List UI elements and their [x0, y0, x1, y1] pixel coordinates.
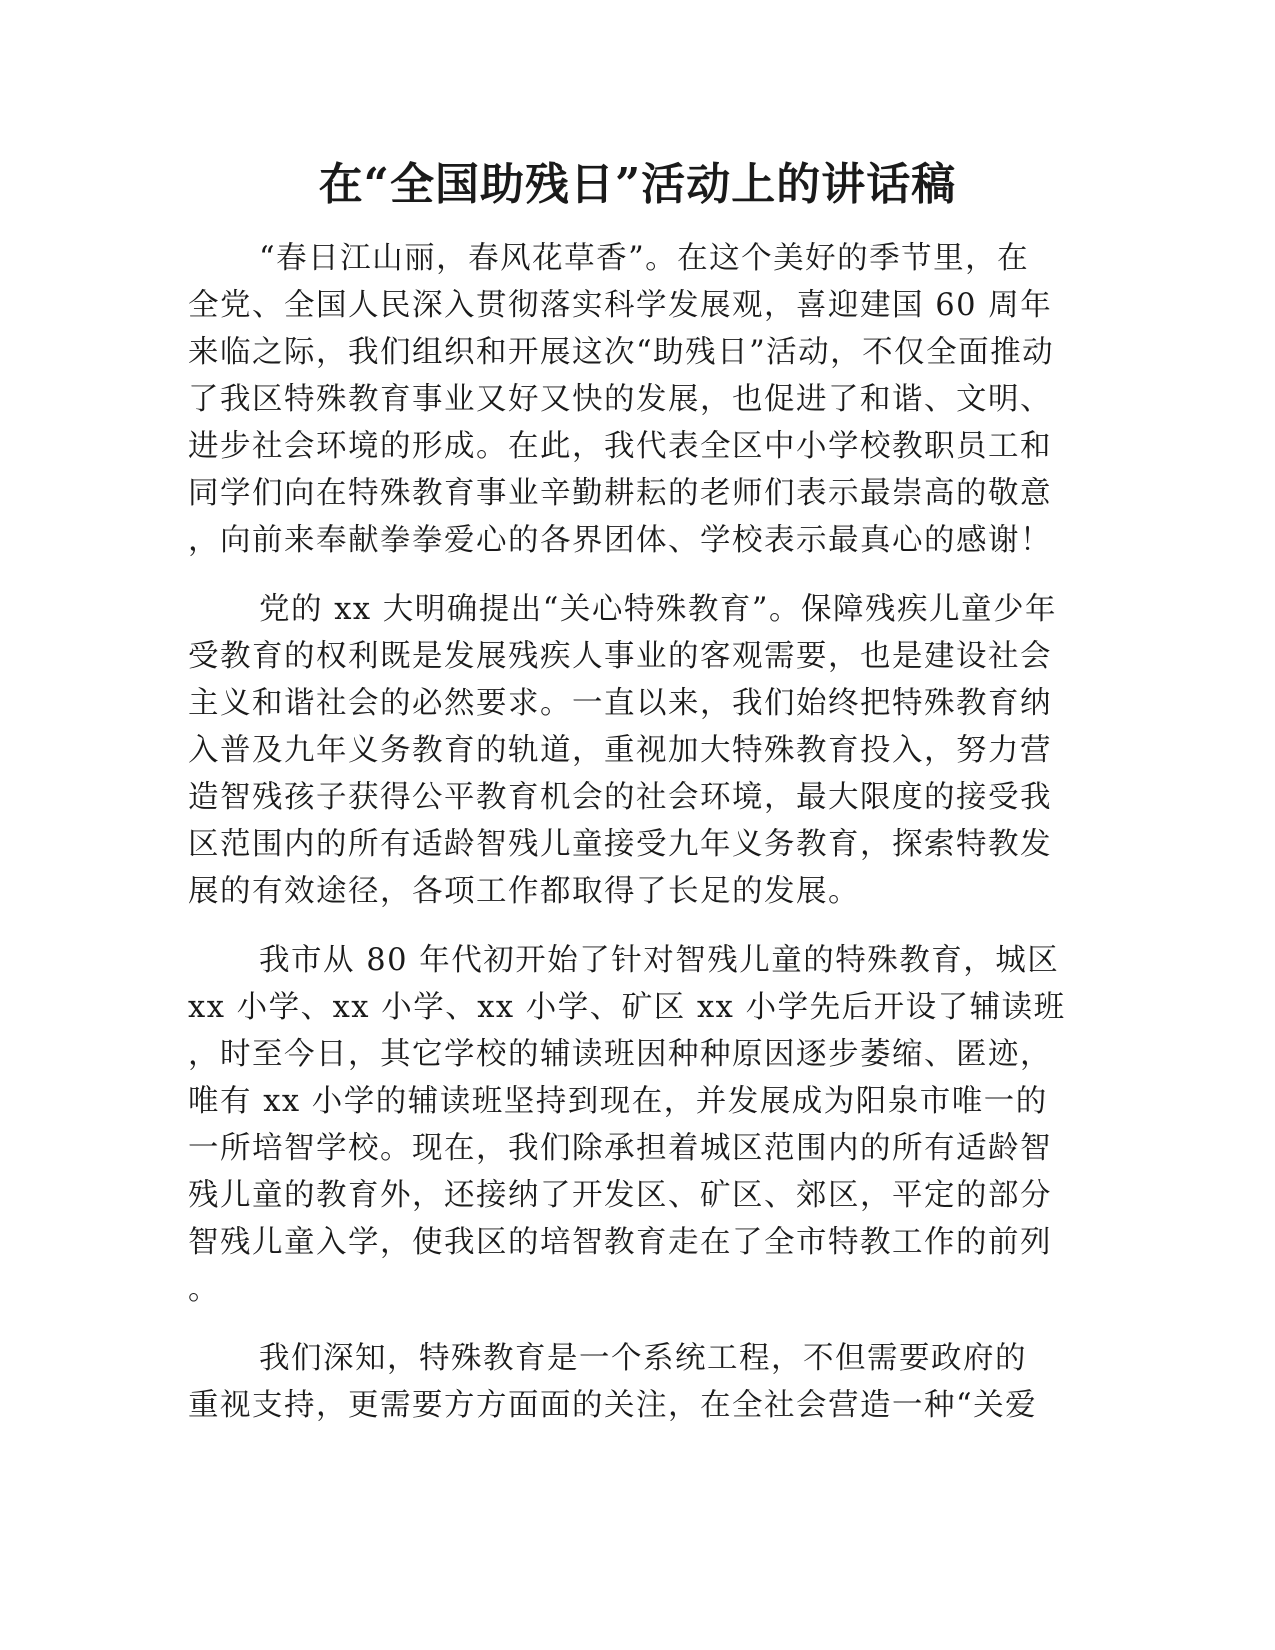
paragraph-line: 智残儿童入学，使我区的培智教育走在了全市特教工作的前列: [188, 1225, 1052, 1260]
paragraph-line: 。: [188, 1272, 220, 1307]
paragraph-line: 我们深知，特殊教育是一个系统工程，不但需要政府的: [259, 1341, 1027, 1376]
paragraph-line: 重视支持，更需要方方面面的关注，在全社会营造一种“关爱: [188, 1388, 1038, 1423]
paragraph-line: 区范围内的所有适龄智残儿童接受九年义务教育，探索特教发: [188, 827, 1052, 862]
paragraph-line: 了我区特殊教育事业又好又快的发展，也促进了和谐、文明、: [188, 382, 1052, 417]
paragraph-line: 入普及九年义务教育的轨道，重视加大特殊教育投入，努力营: [188, 733, 1052, 768]
paragraph-line: 展的有效途径，各项工作都取得了长足的发展。: [188, 874, 860, 909]
paragraph-line: 党的 xx 大明确提出“关心特殊教育”。保障残疾儿童少年: [259, 592, 1057, 627]
paragraph-line: 造智残孩子获得公平教育机会的社会环境，最大限度的接受我: [188, 780, 1052, 815]
paragraph-line: 同学们向在特殊教育事业辛勤耕耘的老师们表示最崇高的敬意: [188, 476, 1052, 511]
paragraph-line: “春日江山丽，春风花草香”。在这个美好的季节里，在: [259, 241, 1030, 276]
paragraph-line: 我市从 80 年代初开始了针对智残儿童的特殊教育，城区: [259, 943, 1060, 978]
paragraph-line: 主义和谐社会的必然要求。一直以来，我们始终把特殊教育纳: [188, 686, 1052, 721]
paragraph-line: 唯有 xx 小学的辅读班坚持到现在，并发展成为阳泉市唯一的: [188, 1084, 1048, 1119]
paragraph-line: xx 小学、xx 小学、xx 小学、矿区 xx 小学先后开设了辅读班: [188, 990, 1066, 1025]
document-title: 在“全国助残日”活动上的讲话稿: [318, 159, 957, 210]
paragraph-line: 来临之际，我们组织和开展这次“助残日”活动，不仅全面推动: [188, 335, 1055, 370]
paragraph-line: 进步社会环境的形成。在此，我代表全区中小学校教职员工和: [188, 429, 1052, 464]
paragraph-line: ，时至今日，其它学校的辅读班因种种原因逐步萎缩、匿迹，: [188, 1037, 1052, 1072]
paragraph-line: 全党、全国人民深入贯彻落实科学发展观，喜迎建国 60 周年: [188, 288, 1053, 323]
paragraph-line: 一所培智学校。现在，我们除承担着城区范围内的所有适龄智: [188, 1131, 1052, 1166]
paragraph-line: 残儿童的教育外，还接纳了开发区、矿区、郊区，平定的部分: [188, 1178, 1052, 1213]
paragraph-line: 受教育的权利既是发展残疾人事业的客观需要，也是建设社会: [188, 639, 1052, 674]
paragraph-line: ，向前来奉献拳拳爱心的各界团体、学校表示最真心的感谢！: [188, 523, 1052, 558]
